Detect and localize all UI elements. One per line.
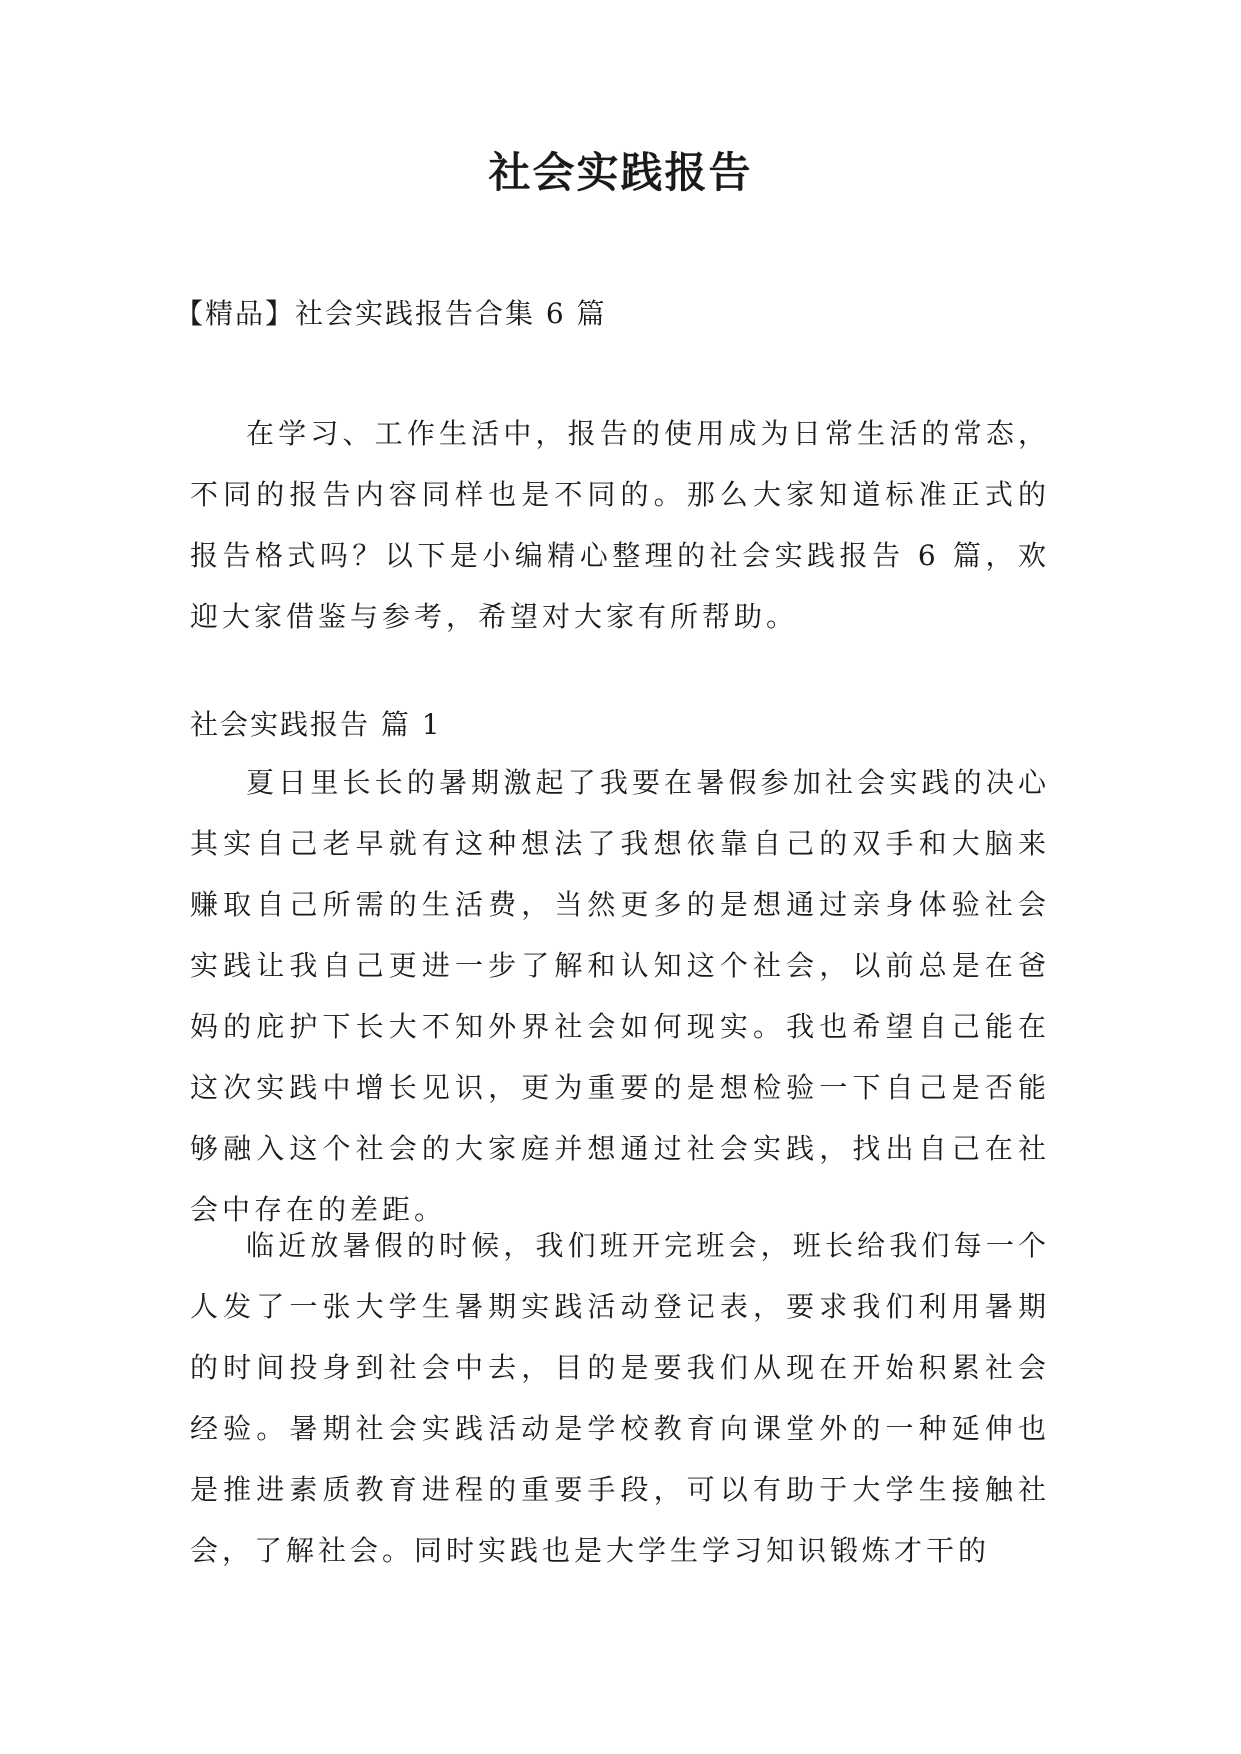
body-paragraph: 临近放暑假的时候，我们班开完班会，班长给我们每一个人发了一张大学生暑期实践活动登记表，要求我们利用暑期的时间投身到社会中去，目的是要我们从现在开始积累社会经验。暑期社会实践活动是学校教育向课堂外的一种延伸也是推进素质教育进程的重要手段，可以有助于大学生接触社会，了解社会。同时实践也是大学生学习知识锻炼才干的: [190, 1229, 1050, 1567]
document-subtitle: 【精品】社会实践报告合集 6 篇: [175, 297, 607, 330]
section-heading: 社会实践报告 篇 1: [190, 708, 442, 741]
document-title: 社会实践报告: [488, 148, 753, 197]
body-paragraph: 夏日里长长的暑期激起了我要在暑假参加社会实践的决心其实自己老早就有这种想法了我想依靠自己的双手和大脑来赚取自己所需的生活费，当然更多的是想通过亲身体验社会实践让我自己更进一步了解和认知这个社会，以前总是在爸妈的庇护下长大不知外界社会如何现实。我也希望自己能在这次实践中增长见识，更为重要的是想检验一下自己是否能够融入这个社会的大家庭并想通过社会实践，找出自己在社会中存在的差距。: [190, 766, 1050, 1226]
intro-paragraph: 在学习、工作生活中，报告的使用成为日常生活的常态，不同的报告内容同样也是不同的。那么大家知道标准正式的报告格式吗？以下是小编精心整理的社会实践报告 6 篇，欢迎大家借鉴与参考，希望对大家有所帮助。: [190, 417, 1050, 633]
